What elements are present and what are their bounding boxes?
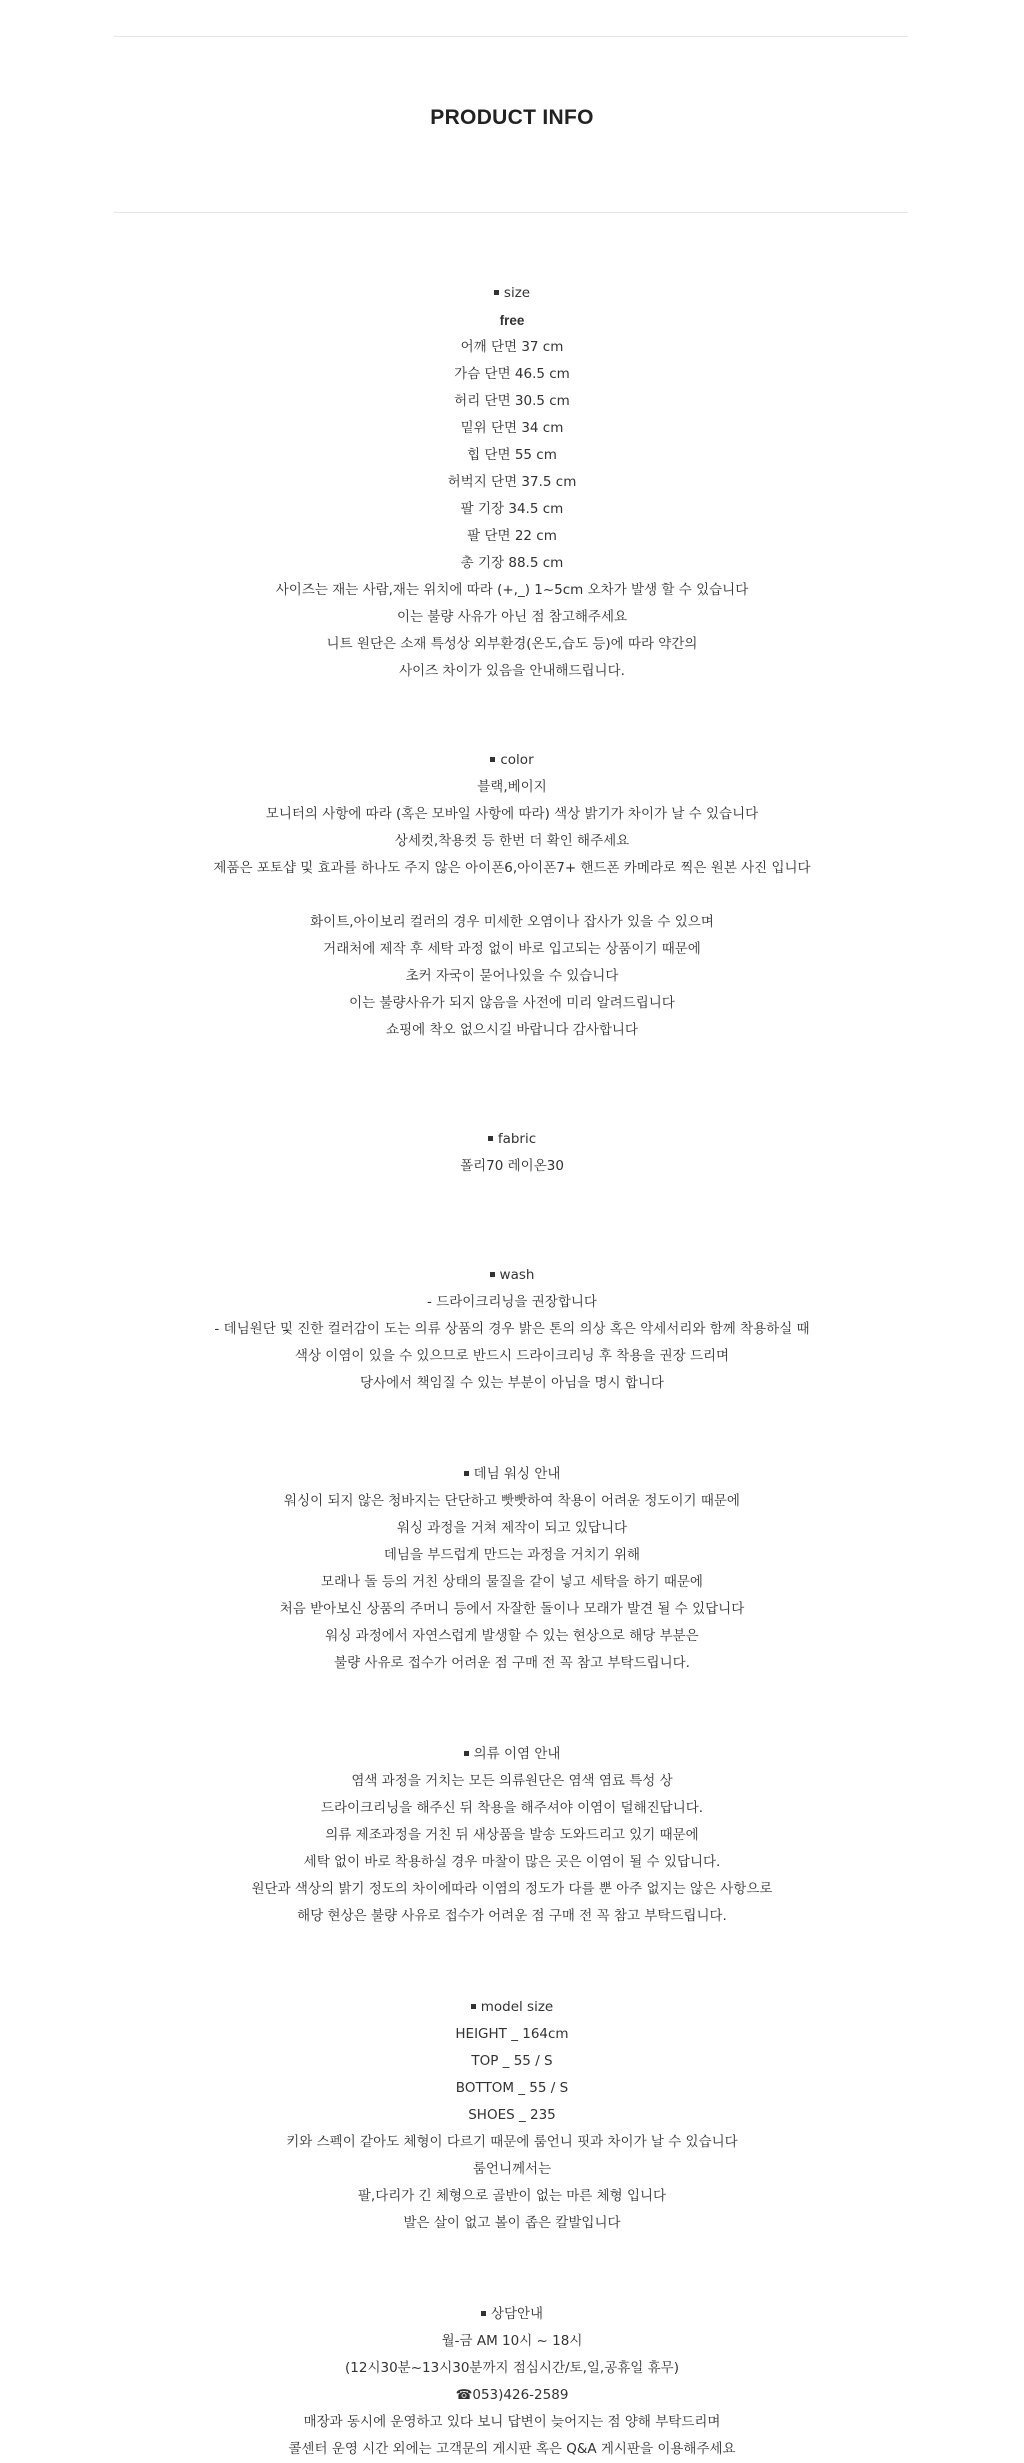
cs-line: 콜센터 운영 시간 외에는 고객문의 게시판 혹은 Q&A 게시판을 이용해주세요	[288, 2441, 736, 2457]
square-bullet-icon	[464, 1471, 469, 1476]
dye-section	[0, 1741, 1024, 1930]
size-line: 밑위 단면 34 cm	[460, 420, 564, 436]
size-line: 어깨 단면 37 cm	[460, 339, 564, 355]
model-line: 팔,다리가 긴 체형으로 골반이 없는 마른 체형 입니다	[357, 2188, 667, 2204]
spacer	[0, 2237, 1024, 2301]
color-line: 상세컷,착용컷 등 한번 더 확인 해주세요	[394, 833, 630, 849]
model-line: SHOES _ 235	[468, 2107, 556, 2123]
size-line: 사이즈는 재는 사람,재는 위치에 따라 (+,_) 1~5cm 오차가 발생 할 수 있습니다	[275, 582, 749, 598]
spacer	[0, 882, 1024, 909]
model-line: 키와 스펙이 같아도 체형이 다르기 때문에 룸언니 핏과 차이가 날 수 있습니다	[286, 2134, 738, 2150]
dye-line: 원단과 색상의 밝기 정도의 차이에따라 이염의 정도가 다를 뿐 아주 없지는 않은 사항으로	[251, 1881, 773, 1897]
size-line: 팔 기장 34.5 cm	[460, 501, 564, 517]
denim-line: 처음 받아보신 상품의 주머니 등에서 자잘한 돌이나 모래가 발견 될 수 있답니다	[279, 1601, 745, 1617]
denim-line: 워싱 과정을 거쳐 제작이 되고 있답니다	[396, 1520, 628, 1536]
color-notice-line: 쇼핑에 착오 없으시길 바랍니다 감사합니다	[386, 1022, 638, 1038]
wash-line: - 데님원단 및 진한 컬러감이 도는 의류 상품의 경우 밝은 톤의 의상 혹은 악세서리와 함께 착용하실 때	[214, 1321, 810, 1337]
wash-heading: wash	[0, 1262, 1024, 1289]
wash-line: 당사에서 책임질 수 있는 부분이 아님을 명시 합니다	[360, 1375, 664, 1391]
dye-line: 염색 과정을 거치는 모든 의류원단은 염색 염료 특성 상	[351, 1773, 673, 1789]
spacer	[0, 1677, 1024, 1741]
cs-line: (12시30분~13시30분까지 점심시간/토,일,공휴일 휴무)	[345, 2360, 679, 2376]
denim-line: 데님을 부드럽게 만드는 과정을 거치기 위해	[383, 1547, 641, 1563]
color-notice-line: 초커 자국이 묻어나있을 수 있습니다	[405, 968, 619, 984]
size-line: 허벅지 단면 37.5 cm	[447, 474, 577, 490]
title-divider	[114, 212, 908, 213]
wash-line: 색상 이염이 있을 수 있으므로 반드시 드라이크리닝 후 착용을 권장 드리며	[294, 1348, 730, 1364]
model-line: BOTTOM _ 55 / S	[455, 2080, 569, 2096]
denim-heading: 데님 워싱 안내	[0, 1461, 1024, 1488]
size-subheading: free	[499, 313, 525, 328]
color-line: 블랙,베이지	[477, 779, 547, 795]
size-line: 팔 단면 22 cm	[467, 528, 557, 544]
model-line: 룸언니께서는	[472, 2161, 552, 2177]
fabric-heading: fabric	[0, 1126, 1024, 1153]
denim-line: 모래나 돌 등의 거친 상태의 물질을 같이 넣고 세탁을 하기 때문에	[321, 1574, 703, 1590]
info-content	[0, 280, 1024, 2463]
square-bullet-icon	[464, 1751, 469, 1756]
spacer	[0, 1180, 1024, 1262]
size-line: 가슴 단면 46.5 cm	[454, 366, 570, 382]
color-heading: color	[0, 747, 1024, 774]
size-line: 허리 단면 30.5 cm	[454, 393, 570, 409]
cs-phone[interactable]: ☎053)426-2589	[455, 2387, 569, 2403]
model-line: HEIGHT _ 164cm	[455, 2026, 569, 2042]
dye-heading: 의류 이염 안내	[0, 1741, 1024, 1768]
dye-line: 세탁 없이 바로 착용하실 경우 마찰이 많은 곳은 이염이 될 수 있답니다.	[303, 1854, 721, 1870]
cs-line: 매장과 동시에 운영하고 있다 보니 답변이 늦어지는 점 양해 부탁드리며	[303, 2414, 721, 2430]
dye-line: 드라이크리닝을 해주신 뒤 착용을 해주셔야 이염이 덜해진답니다.	[320, 1800, 704, 1816]
denim-line: 불량 사유로 접수가 어려운 점 구매 전 꼭 참고 부탁드립니다.	[334, 1655, 690, 1671]
model-section	[0, 1994, 1024, 2237]
size-line: 힙 단면 55 cm	[467, 447, 557, 463]
model-line: TOP _ 55 / S	[471, 2053, 553, 2069]
model-heading: model size	[0, 1994, 1024, 2021]
dye-line: 해당 현상은 불량 사유로 접수가 어려운 점 구매 전 꼭 참고 부탁드립니다.	[297, 1908, 727, 1924]
wash-section	[0, 1262, 1024, 1397]
denim-line: 워싱 과정에서 자연스럽게 발생할 수 있는 현상으로 해당 부분은	[325, 1628, 699, 1644]
square-bullet-icon	[481, 2311, 486, 2316]
color-line: 제품은 포토샵 및 효과를 하나도 주지 않은 아이폰6,아이폰7+ 핸드폰 카메라로 찍은 원본 사진 입니다	[213, 860, 811, 876]
cs-section	[0, 2301, 1024, 2463]
size-line: 이는 불량 사유가 아닌 점 참고해주세요	[396, 609, 628, 625]
spacer	[0, 1044, 1024, 1126]
denim-line: 워싱이 되지 않은 청바지는 단단하고 빳빳하여 착용이 어려운 정도이기 때문에	[284, 1493, 740, 1509]
wash-line: - 드라이크리닝을 권장합니다	[427, 1294, 597, 1310]
page-title: PRODUCT INFO	[430, 106, 594, 129]
denim-section	[0, 1461, 1024, 1677]
size-line: 총 기장 88.5 cm	[460, 555, 564, 571]
square-bullet-icon	[488, 1136, 493, 1141]
size-line: 사이즈 차이가 있음을 안내해드립니다.	[399, 663, 625, 679]
cs-heading: 상담안내	[0, 2301, 1024, 2328]
size-line: 니트 원단은 소재 특성상 외부환경(온도,습도 등)에 따라 약간의	[326, 636, 698, 652]
size-section	[0, 280, 1024, 685]
color-section	[0, 747, 1024, 1044]
spacer	[0, 1397, 1024, 1461]
spacer	[0, 685, 1024, 747]
square-bullet-icon	[494, 290, 499, 295]
spacer	[0, 1930, 1024, 1994]
color-line: 모니터의 사항에 따라 (혹은 모바일 사항에 따라) 색상 밝기가 차이가 날 수 있습니다	[265, 806, 759, 822]
square-bullet-icon	[490, 757, 495, 762]
dye-line: 의류 제조과정을 거친 뒤 새상품을 발송 도와드리고 있기 때문에	[325, 1827, 699, 1843]
square-bullet-icon	[490, 1272, 495, 1277]
square-bullet-icon	[471, 2004, 476, 2009]
fabric-section	[0, 1126, 1024, 1180]
model-line: 발은 살이 없고 볼이 좁은 칼발입니다	[403, 2215, 621, 2231]
color-notice-line: 거래처에 제작 후 세탁 과정 없이 바로 입고되는 상품이기 때문에	[323, 941, 701, 957]
top-divider	[114, 36, 908, 37]
color-notice-line: 화이트,아이보리 컬러의 경우 미세한 오염이나 잡사가 있을 수 있으며	[310, 914, 714, 930]
color-notice-line: 이는 불량사유가 되지 않음을 사전에 미리 알려드립니다	[349, 995, 675, 1011]
fabric-line: 폴리70 레이온30	[460, 1158, 564, 1174]
size-heading: size	[0, 280, 1024, 307]
cs-line: 월-금 AM 10시 ~ 18시	[441, 2333, 583, 2349]
